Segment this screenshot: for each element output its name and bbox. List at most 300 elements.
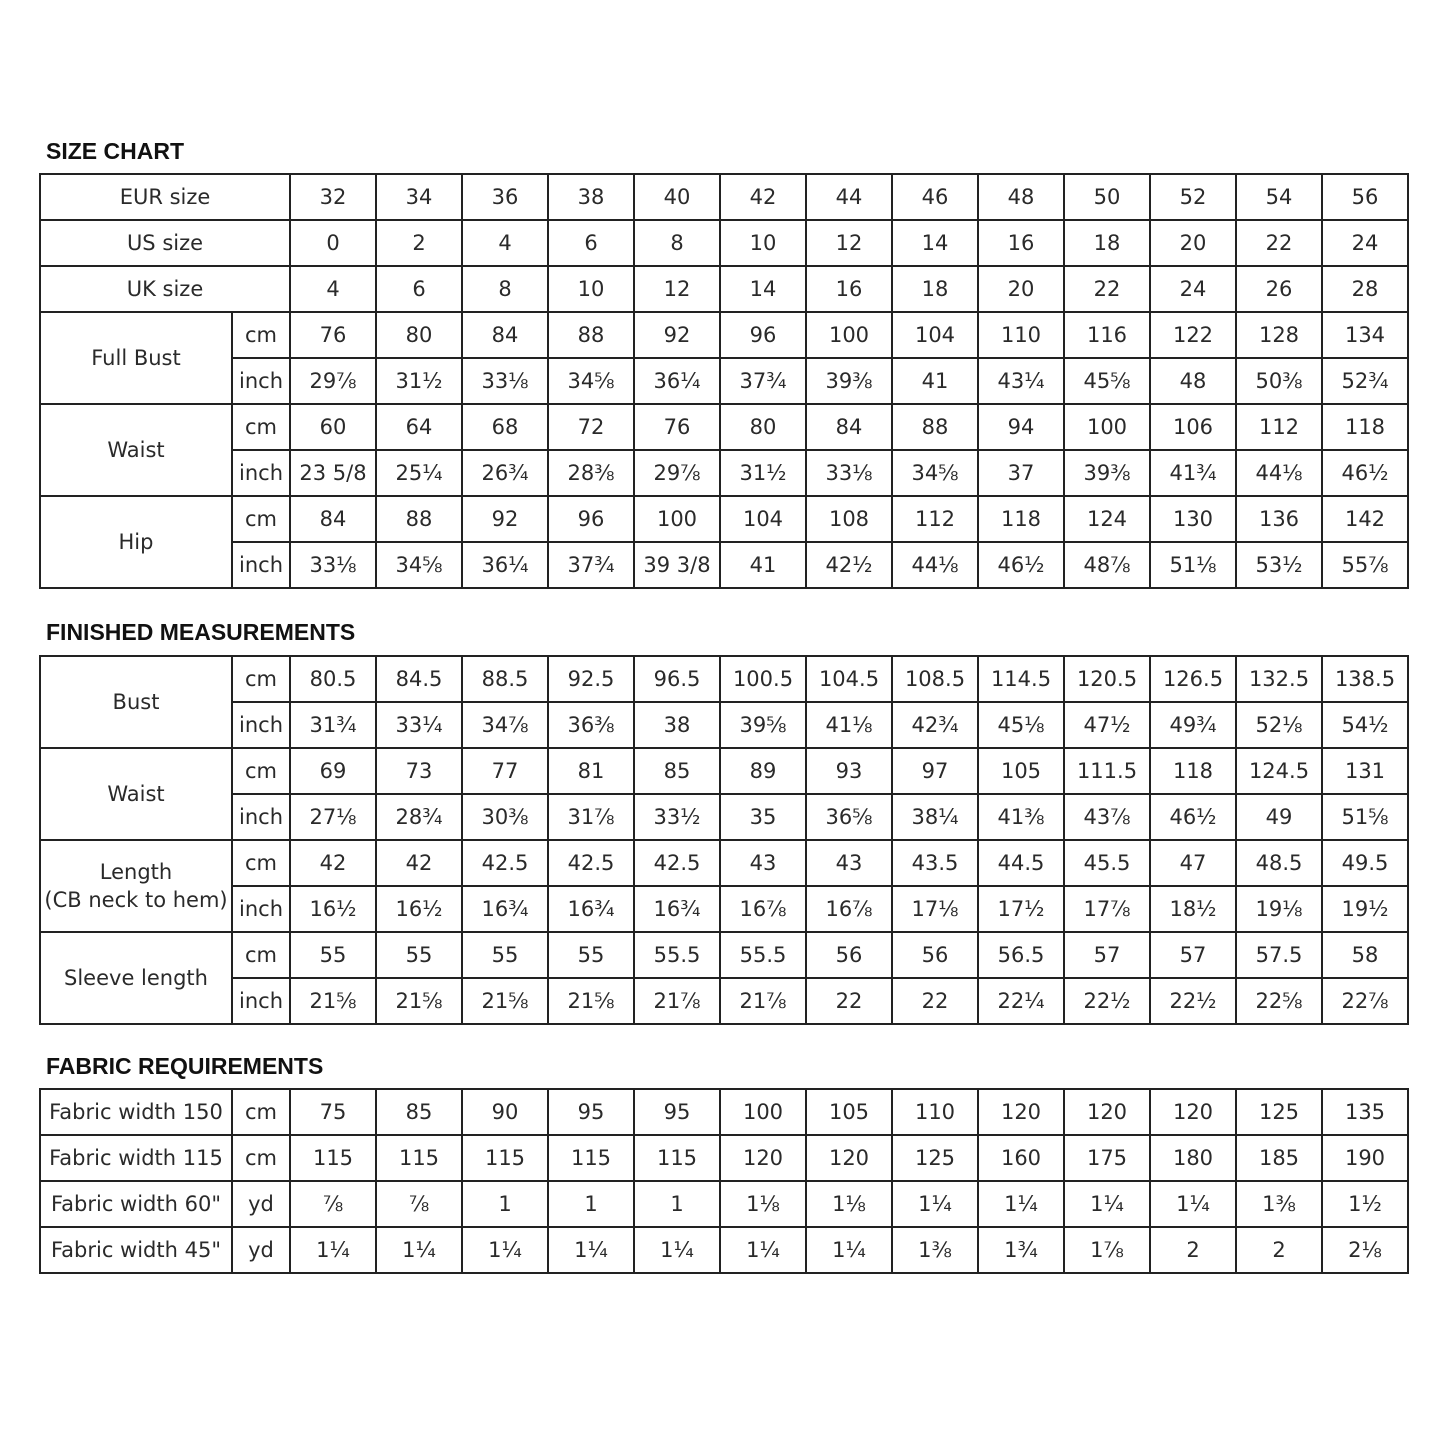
size-value: 14	[720, 266, 806, 312]
measurement-value: 33⅛	[806, 450, 892, 496]
measurement-value: 39 3/8	[634, 542, 720, 588]
fabric-width-label: Fabric width 60"	[40, 1181, 232, 1227]
measurement-value: 46½	[1150, 794, 1236, 840]
measurement-value: 27⅛	[290, 794, 376, 840]
measurement-value: 16⅞	[806, 886, 892, 932]
fabric-value: 1¼	[806, 1227, 892, 1273]
measurement-value: 84.5	[376, 656, 462, 702]
size-value: 38	[548, 174, 634, 220]
measurement-value: 136	[1236, 496, 1322, 542]
measurement-value: 42	[376, 840, 462, 886]
measurement-value: 77	[462, 748, 548, 794]
table-row	[40, 266, 1408, 312]
measurement-value: 42.5	[548, 840, 634, 886]
measurement-value: 41	[720, 542, 806, 588]
table-row	[40, 702, 1408, 748]
fabric-value: 180	[1150, 1135, 1236, 1181]
unit-label: inch	[232, 702, 290, 748]
size-chart-table	[39, 173, 1409, 589]
measurement-value: 88.5	[462, 656, 548, 702]
measurement-value: 100	[806, 312, 892, 358]
measurement-value: 31⅞	[548, 794, 634, 840]
measurement-value: 22⅝	[1236, 978, 1322, 1024]
measurement-value: 80.5	[290, 656, 376, 702]
measurement-value: 16¾	[462, 886, 548, 932]
measurement-sublabel: (CB neck to hem)	[44, 888, 228, 912]
measurement-value: 69	[290, 748, 376, 794]
table-row	[40, 1227, 1408, 1273]
measurement-value: 57	[1150, 932, 1236, 978]
measurement-label: Hip	[40, 496, 232, 588]
measurement-value: 92	[634, 312, 720, 358]
fabric-value: 1⅛	[806, 1181, 892, 1227]
unit-label: yd	[232, 1227, 290, 1273]
fabric-value: 90	[462, 1089, 548, 1135]
fabric-value: 1¼	[720, 1227, 806, 1273]
fabric-value: 95	[634, 1089, 720, 1135]
measurement-value: 43.5	[892, 840, 978, 886]
size-value: 32	[290, 174, 376, 220]
size-value: 28	[1322, 266, 1408, 312]
size-value: 6	[548, 220, 634, 266]
measurement-value: 118	[1322, 404, 1408, 450]
measurement-value: 33⅛	[290, 542, 376, 588]
measurement-value: 104	[892, 312, 978, 358]
measurement-value: 29⅞	[290, 358, 376, 404]
measurement-value: 28¾	[376, 794, 462, 840]
measurement-value: 17⅛	[892, 886, 978, 932]
fabric-requirements-table	[39, 1088, 1409, 1274]
size-value: 10	[548, 266, 634, 312]
unit-label: inch	[232, 794, 290, 840]
unit-label: yd	[232, 1181, 290, 1227]
measurement-value: 49	[1236, 794, 1322, 840]
unit-label: cm	[232, 840, 290, 886]
fabric-value: ⅞	[290, 1181, 376, 1227]
fabric-value: 100	[720, 1089, 806, 1135]
table-row	[40, 1089, 1408, 1135]
measurement-value: 104.5	[806, 656, 892, 702]
table-row	[40, 1181, 1408, 1227]
measurement-value: 38¼	[892, 794, 978, 840]
measurement-value: 116	[1064, 312, 1150, 358]
fabric-value: 1⅜	[1236, 1181, 1322, 1227]
unit-label: cm	[232, 312, 290, 358]
table-row	[40, 358, 1408, 404]
measurement-label-text: Length	[99, 860, 173, 884]
fabric-value: 115	[548, 1135, 634, 1181]
measurement-value: 22	[892, 978, 978, 1024]
size-value: 4	[462, 220, 548, 266]
measurement-value: 45⅛	[978, 702, 1064, 748]
fabric-value: 1¾	[978, 1227, 1064, 1273]
measurement-value: 46½	[978, 542, 1064, 588]
measurement-value: 80	[376, 312, 462, 358]
measurement-value: 22⅞	[1322, 978, 1408, 1024]
measurement-value: 55	[290, 932, 376, 978]
fabric-value: 190	[1322, 1135, 1408, 1181]
measurement-value: 31½	[720, 450, 806, 496]
measurement-label	[40, 840, 232, 932]
table-row	[40, 794, 1408, 840]
measurement-value: 22	[806, 978, 892, 1024]
size-value: 6	[376, 266, 462, 312]
measurement-value: 34⅝	[376, 542, 462, 588]
measurement-value: 124	[1064, 496, 1150, 542]
fabric-value: 135	[1322, 1089, 1408, 1135]
fabric-value: 115	[376, 1135, 462, 1181]
measurement-value: 57.5	[1236, 932, 1322, 978]
measurement-value: 84	[806, 404, 892, 450]
size-value: 16	[806, 266, 892, 312]
measurement-value: 42.5	[462, 840, 548, 886]
measurement-value: 39⅜	[1064, 450, 1150, 496]
fabric-value: 2	[1236, 1227, 1322, 1273]
measurement-value: 118	[978, 496, 1064, 542]
measurement-value: 128	[1236, 312, 1322, 358]
measurement-value: 16½	[290, 886, 376, 932]
fabric-value: 1¼	[376, 1227, 462, 1273]
measurement-value: 51⅝	[1322, 794, 1408, 840]
measurement-value: 112	[1236, 404, 1322, 450]
measurement-value: 47½	[1064, 702, 1150, 748]
table-row	[40, 656, 1408, 702]
measurement-value: 41	[892, 358, 978, 404]
size-value: 26	[1236, 266, 1322, 312]
measurement-value: 49.5	[1322, 840, 1408, 886]
measurement-value: 58	[1322, 932, 1408, 978]
unit-label: inch	[232, 358, 290, 404]
fabric-value: 175	[1064, 1135, 1150, 1181]
unit-label: cm	[232, 1135, 290, 1181]
measurement-value: 21⅞	[634, 978, 720, 1024]
table-row	[40, 220, 1408, 266]
measurement-value: 80	[720, 404, 806, 450]
measurement-value: 93	[806, 748, 892, 794]
fabric-value: 75	[290, 1089, 376, 1135]
measurement-value: 43⅞	[1064, 794, 1150, 840]
measurement-value: 22½	[1150, 978, 1236, 1024]
size-value: 14	[892, 220, 978, 266]
size-chart-title: SIZE CHART	[46, 138, 184, 164]
measurement-value: 122	[1150, 312, 1236, 358]
size-label: US size	[40, 220, 290, 266]
measurement-value: 96	[548, 496, 634, 542]
size-value: 4	[290, 266, 376, 312]
unit-label: inch	[232, 886, 290, 932]
size-value: 22	[1064, 266, 1150, 312]
measurement-value: 37¾	[548, 542, 634, 588]
size-value: 52	[1150, 174, 1236, 220]
measurement-value: 104	[720, 496, 806, 542]
measurement-value: 25¼	[376, 450, 462, 496]
fabric-value: 2	[1150, 1227, 1236, 1273]
measurement-value: 23 5/8	[290, 450, 376, 496]
measurement-value: 55	[462, 932, 548, 978]
measurement-value: 44⅛	[892, 542, 978, 588]
table-row	[40, 174, 1408, 220]
measurement-value: 54½	[1322, 702, 1408, 748]
measurement-value: 19½	[1322, 886, 1408, 932]
measurement-value: 21⅝	[376, 978, 462, 1024]
measurement-value: 111.5	[1064, 748, 1150, 794]
measurement-value: 73	[376, 748, 462, 794]
table-row	[40, 886, 1408, 932]
size-value: 46	[892, 174, 978, 220]
fabric-value: 1¼	[1150, 1181, 1236, 1227]
measurement-label	[40, 932, 232, 1024]
measurement-value: 138.5	[1322, 656, 1408, 702]
table-row	[40, 404, 1408, 450]
measurement-value: 110	[978, 312, 1064, 358]
measurement-value: 132.5	[1236, 656, 1322, 702]
fabric-value: 1⅛	[720, 1181, 806, 1227]
measurement-value: 126.5	[1150, 656, 1236, 702]
fabric-value: 1¼	[892, 1181, 978, 1227]
measurement-value: 108.5	[892, 656, 978, 702]
measurement-value: 26¾	[462, 450, 548, 496]
measurement-value: 124.5	[1236, 748, 1322, 794]
measurement-value: 68	[462, 404, 548, 450]
measurement-value: 55	[548, 932, 634, 978]
measurement-value: 37	[978, 450, 1064, 496]
fabric-value: 160	[978, 1135, 1064, 1181]
measurement-value: 16¾	[548, 886, 634, 932]
measurement-value: 57	[1064, 932, 1150, 978]
size-value: 20	[1150, 220, 1236, 266]
table-row	[40, 978, 1408, 1024]
size-value: 0	[290, 220, 376, 266]
finished-measurements-table	[39, 655, 1409, 1025]
measurement-value: 16¾	[634, 886, 720, 932]
measurement-value: 42.5	[634, 840, 720, 886]
measurement-value: 94	[978, 404, 1064, 450]
measurement-value: 35	[720, 794, 806, 840]
size-value: 54	[1236, 174, 1322, 220]
table-row	[40, 312, 1408, 358]
size-value: 12	[634, 266, 720, 312]
measurement-value: 34⅝	[892, 450, 978, 496]
measurement-value: 45⅝	[1064, 358, 1150, 404]
measurement-value: 96.5	[634, 656, 720, 702]
size-value: 24	[1322, 220, 1408, 266]
measurement-value: 88	[548, 312, 634, 358]
unit-label: inch	[232, 978, 290, 1024]
measurement-value: 36¼	[634, 358, 720, 404]
fabric-value: 1¼	[548, 1227, 634, 1273]
measurement-value: 46½	[1322, 450, 1408, 496]
unit-label: cm	[232, 748, 290, 794]
measurement-value: 22¼	[978, 978, 1064, 1024]
measurement-value: 29⅞	[634, 450, 720, 496]
unit-label: cm	[232, 404, 290, 450]
measurement-value: 56.5	[978, 932, 1064, 978]
table-row	[40, 1135, 1408, 1181]
size-value: 8	[634, 220, 720, 266]
fabric-width-label: Fabric width 115	[40, 1135, 232, 1181]
unit-label: cm	[232, 656, 290, 702]
unit-label: cm	[232, 1089, 290, 1135]
fabric-width-label: Fabric width 45"	[40, 1227, 232, 1273]
measurement-value: 41¾	[1150, 450, 1236, 496]
fabric-value: 115	[290, 1135, 376, 1181]
measurement-value: 41⅜	[978, 794, 1064, 840]
measurement-value: 36¼	[462, 542, 548, 588]
measurement-value: 34⅞	[462, 702, 548, 748]
unit-label: inch	[232, 450, 290, 496]
fabric-value: 120	[720, 1135, 806, 1181]
measurement-value: 56	[806, 932, 892, 978]
measurement-label-text: Bust	[112, 690, 160, 714]
measurement-value: 31¾	[290, 702, 376, 748]
measurement-value: 36⅝	[806, 794, 892, 840]
measurement-value: 42	[290, 840, 376, 886]
measurement-label-text: Waist	[107, 782, 165, 806]
measurement-value: 72	[548, 404, 634, 450]
fabric-value: 2⅛	[1322, 1227, 1408, 1273]
measurement-label	[40, 656, 232, 748]
measurement-value: 33½	[634, 794, 720, 840]
fabric-value: 1¼	[978, 1181, 1064, 1227]
size-value: 42	[720, 174, 806, 220]
measurement-value: 85	[634, 748, 720, 794]
measurement-value: 92	[462, 496, 548, 542]
measurement-value: 16⅞	[720, 886, 806, 932]
fabric-requirements-title: FABRIC REQUIREMENTS	[46, 1053, 324, 1079]
measurement-value: 21⅝	[290, 978, 376, 1024]
measurement-value: 134	[1322, 312, 1408, 358]
measurement-value: 44.5	[978, 840, 1064, 886]
fabric-value: 115	[462, 1135, 548, 1181]
fabric-width-label: Fabric width 150	[40, 1089, 232, 1135]
measurement-value: 130	[1150, 496, 1236, 542]
measurement-value: 19⅛	[1236, 886, 1322, 932]
table-row	[40, 542, 1408, 588]
measurement-value: 38	[634, 702, 720, 748]
measurement-value: 34⅝	[548, 358, 634, 404]
measurement-value: 31½	[376, 358, 462, 404]
fabric-value: 120	[806, 1135, 892, 1181]
fabric-value: 110	[892, 1089, 978, 1135]
measurement-value: 55⅞	[1322, 542, 1408, 588]
size-value: 56	[1322, 174, 1408, 220]
measurement-value: 100.5	[720, 656, 806, 702]
measurement-label: Full Bust	[40, 312, 232, 404]
measurement-value: 30⅜	[462, 794, 548, 840]
measurement-value: 84	[290, 496, 376, 542]
measurement-value: 17⅞	[1064, 886, 1150, 932]
measurement-value: 28⅜	[548, 450, 634, 496]
table-row	[40, 748, 1408, 794]
finished-measurements-title: FINISHED MEASUREMENTS	[46, 619, 356, 645]
measurement-value: 92.5	[548, 656, 634, 702]
measurement-value: 33¼	[376, 702, 462, 748]
measurement-value: 105	[978, 748, 1064, 794]
measurement-value: 21⅞	[720, 978, 806, 1024]
measurement-label-text: Sleeve length	[64, 966, 208, 990]
size-value: 48	[978, 174, 1064, 220]
size-value: 44	[806, 174, 892, 220]
measurement-value: 76	[290, 312, 376, 358]
fabric-value: 1½	[1322, 1181, 1408, 1227]
size-value: 50	[1064, 174, 1150, 220]
measurement-value: 42½	[806, 542, 892, 588]
measurement-value: 118	[1150, 748, 1236, 794]
measurement-label: Waist	[40, 404, 232, 496]
measurement-value: 96	[720, 312, 806, 358]
measurement-value: 33⅛	[462, 358, 548, 404]
table-row	[40, 496, 1408, 542]
fabric-value: 1¼	[462, 1227, 548, 1273]
fabric-value: 1	[548, 1181, 634, 1227]
measurement-value: 52⅛	[1236, 702, 1322, 748]
size-value: 8	[462, 266, 548, 312]
fabric-value: 185	[1236, 1135, 1322, 1181]
fabric-value: 115	[634, 1135, 720, 1181]
fabric-value: 1	[634, 1181, 720, 1227]
measurement-value: 55.5	[634, 932, 720, 978]
size-value: 16	[978, 220, 1064, 266]
measurement-value: 43	[806, 840, 892, 886]
fabric-value: 1⅞	[1064, 1227, 1150, 1273]
measurement-value: 60	[290, 404, 376, 450]
measurement-value: 49¾	[1150, 702, 1236, 748]
fabric-value: 105	[806, 1089, 892, 1135]
measurement-value: 100	[634, 496, 720, 542]
table-row	[40, 840, 1408, 886]
measurement-value: 43	[720, 840, 806, 886]
size-value: 10	[720, 220, 806, 266]
measurement-value: 48⅞	[1064, 542, 1150, 588]
measurement-value: 48.5	[1236, 840, 1322, 886]
measurement-value: 100	[1064, 404, 1150, 450]
measurement-value: 44⅛	[1236, 450, 1322, 496]
size-value: 24	[1150, 266, 1236, 312]
size-value: 20	[978, 266, 1064, 312]
size-value: 12	[806, 220, 892, 266]
table-row	[40, 450, 1408, 496]
measurement-value: 76	[634, 404, 720, 450]
measurement-value: 43¼	[978, 358, 1064, 404]
measurement-value: 36⅜	[548, 702, 634, 748]
fabric-value: 120	[1150, 1089, 1236, 1135]
measurement-value: 114.5	[978, 656, 1064, 702]
fabric-value: 1¼	[1064, 1181, 1150, 1227]
measurement-value: 48	[1150, 358, 1236, 404]
size-value: 36	[462, 174, 548, 220]
measurement-value: 39⅝	[720, 702, 806, 748]
measurement-value: 21⅝	[462, 978, 548, 1024]
measurement-value: 81	[548, 748, 634, 794]
size-label: EUR size	[40, 174, 290, 220]
fabric-value: 1	[462, 1181, 548, 1227]
fabric-value: 1¼	[634, 1227, 720, 1273]
measurement-value: 45.5	[1064, 840, 1150, 886]
fabric-value: 125	[892, 1135, 978, 1181]
measurement-value: 108	[806, 496, 892, 542]
fabric-value: 95	[548, 1089, 634, 1135]
unit-label: cm	[232, 932, 290, 978]
measurement-value: 47	[1150, 840, 1236, 886]
size-value: 2	[376, 220, 462, 266]
measurement-value: 131	[1322, 748, 1408, 794]
fabric-value: 1¼	[290, 1227, 376, 1273]
measurement-value: 16½	[376, 886, 462, 932]
measurement-value: 22½	[1064, 978, 1150, 1024]
measurement-value: 21⅝	[548, 978, 634, 1024]
measurement-value: 97	[892, 748, 978, 794]
fabric-value: ⅞	[376, 1181, 462, 1227]
